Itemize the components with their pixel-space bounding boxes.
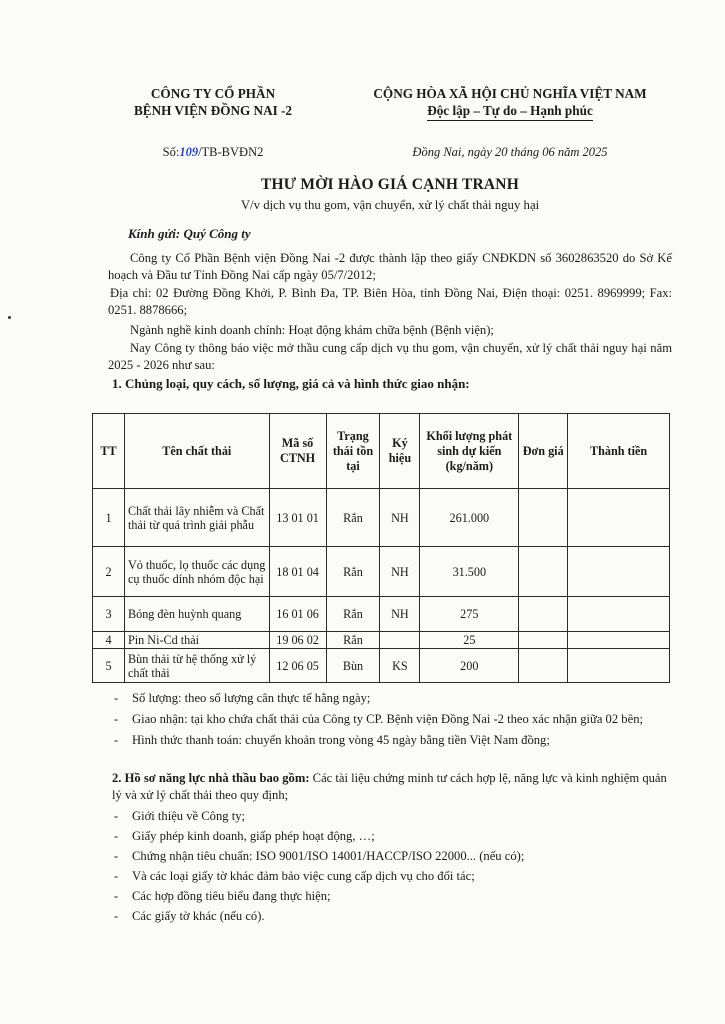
list-item (112, 711, 672, 728)
dash-marker: - (114, 909, 119, 923)
header-unit-price: Đơn giá (519, 414, 568, 489)
cell-symbol: KS (380, 649, 420, 683)
list-item (112, 888, 672, 905)
header-name: Tên chất thải (124, 414, 269, 489)
cell-unit-price (519, 649, 568, 683)
cell-total (568, 547, 670, 597)
cell-unit-price (519, 597, 568, 632)
cell-symbol (380, 632, 420, 649)
table-row (93, 632, 670, 649)
cell-code: 19 06 02 (269, 632, 326, 649)
cell-state: Bùn (326, 649, 380, 683)
section-1-title: 1. Chủng loại, quy cách, số lượng, giá cả và hình thức giao nhận: (112, 376, 470, 391)
company-line-1: CÔNG TY CỔ PHẦN (150, 86, 276, 101)
dash-marker: - (114, 869, 119, 883)
list-item (112, 808, 672, 825)
cell-state: Rắn (326, 597, 380, 632)
section-2-text: Các tài liệu chứng minh tư cách hợp lệ, năng lực và kinh nghiệm quản lý và xử lý chất thải theo quy định; (112, 771, 667, 802)
cell-tt: 2 (93, 547, 125, 597)
list-item-text: Các hợp đồng tiêu biểu đang thực hiện; (132, 889, 331, 903)
cell-volume: 25 (420, 632, 519, 649)
cell-name: Pin Ni-Cd thải (124, 632, 269, 649)
header-volume: Khối lượng phát sinh dự kiến (kg/năm) (420, 414, 519, 489)
table-row (93, 649, 670, 683)
cell-symbol: NH (380, 547, 420, 597)
list-item (112, 828, 672, 845)
cell-volume: 275 (420, 597, 519, 632)
cell-state: Rắn (326, 547, 380, 597)
cell-name: Vỏ thuốc, lọ thuốc các dụng cụ thuốc dính nhóm độc hại (124, 547, 269, 597)
cell-tt: 1 (93, 489, 125, 547)
paragraph-business-line: Ngành nghề kinh doanh chính: Hoạt động khám chữa bệnh (Bệnh viện); (130, 323, 494, 337)
cell-name: Chất thải lây nhiễm và Chất thải từ quá trình giải phẫu (124, 489, 269, 547)
national-header (350, 85, 670, 121)
cell-volume: 31.500 (420, 547, 519, 597)
cell-code: 12 06 05 (269, 649, 326, 683)
cell-total (568, 649, 670, 683)
cell-state: Rắn (326, 632, 380, 649)
list-item (112, 732, 672, 749)
dash-marker: - (114, 889, 119, 903)
dash-marker: - (114, 733, 119, 747)
list-item (112, 848, 672, 865)
list-item-text: Giấy phép kinh doanh, giấp phép hoạt động, …; (132, 829, 375, 843)
table-row (93, 489, 670, 547)
cell-code: 16 01 06 (269, 597, 326, 632)
section-2 (112, 770, 672, 804)
paragraph-registration: Công ty Cổ Phần Bệnh viện Đồng Nai -2 được thành lập theo giấy CNĐKDN số 3602863520 do Sở Kế hoạch và Đầu tư Tỉnh Đồng Nai cấp ngày 05/7/2012; (108, 251, 672, 282)
company-line-2: BỆNH VIỆN ĐỒNG NAI -2 (133, 103, 293, 118)
company-header (108, 85, 318, 119)
document-date: Đồng Nai, ngày 20 tháng 06 năm 2025 (412, 145, 608, 159)
cell-total (568, 489, 670, 547)
header-state: Trạng thái tồn tại (326, 414, 380, 489)
cell-symbol: NH (380, 597, 420, 632)
document-subtitle: V/v dịch vụ thu gom, vận chuyển, xử lý chất thải nguy hại (240, 198, 540, 212)
documents-list (112, 808, 672, 928)
ref-handwritten-number: 109 (179, 145, 199, 159)
delivery-terms-list (112, 690, 672, 753)
header-symbol: Ký hiệu (380, 414, 420, 489)
cell-total (568, 632, 670, 649)
list-item-text: Các giấy tờ khác (nếu có). (132, 909, 265, 923)
scan-speck (8, 316, 11, 319)
cell-tt: 3 (93, 597, 125, 632)
ref-suffix: /TB-BVĐN2 (198, 145, 264, 159)
table-row (93, 547, 670, 597)
cell-total (568, 597, 670, 632)
reference-number (108, 145, 318, 160)
list-item (112, 690, 672, 707)
header-code: Mã số CTNH (269, 414, 326, 489)
cell-name: Bóng đèn huỳnh quang (124, 597, 269, 632)
cell-code: 18 01 04 (269, 547, 326, 597)
list-item-text: Hình thức thanh toán: chuyển khoản trong vòng 45 ngày bằng tiền Việt Nam đồng; (132, 733, 550, 747)
dash-marker: - (114, 849, 119, 863)
cell-volume: 200 (420, 649, 519, 683)
header-tt: TT (93, 414, 125, 489)
list-item-text: Giao nhận: tại kho chứa chất thải của Công ty CP. Bệnh viện Đồng Nai -2 theo xác nhận giữa 02 bên; (132, 712, 643, 726)
list-item-text: Giới thiệu về Công ty; (132, 809, 245, 823)
cell-name: Bùn thải từ hệ thống xử lý chất thải (124, 649, 269, 683)
list-item (112, 868, 672, 885)
cell-unit-price (519, 489, 568, 547)
dash-marker: - (114, 809, 119, 823)
waste-table (92, 413, 670, 683)
list-item-text: Chứng nhận tiêu chuẩn: ISO 9001/ISO 14001/HACCP/ISO 22000... (nếu có); (132, 849, 525, 863)
cell-unit-price (519, 632, 568, 649)
document-title: THƯ MỜI HÀO GIÁ CẠNH TRANH (261, 176, 519, 193)
list-item-text: Và các loại giấy tờ khác đảm bảo việc cung cấp dịch vụ cho đối tác; (132, 869, 475, 883)
paragraph-address: Địa chỉ: 02 Đường Đồng Khởi, P. Bình Đa, TP. Biên Hòa, tỉnh Đồng Nai, Điện thoại: 0251. 8969999; Fax: 0251. 8878666; (108, 286, 672, 317)
dash-marker: - (114, 691, 119, 705)
dash-marker: - (114, 712, 119, 726)
cell-unit-price (519, 547, 568, 597)
list-item (112, 908, 672, 925)
cell-state: Rắn (326, 489, 380, 547)
ref-prefix: Số: (162, 145, 180, 159)
paragraph-announcement: Nay Công ty thông báo việc mở thầu cung cấp dịch vụ thu gom, vận chuyển, xử lý chất thải nguy hại năm 2025 - 2026 như sau: (108, 341, 672, 372)
national-title: CỘNG HÒA XÃ HỘI CHỦ NGHĨA VIỆT NAM (373, 86, 647, 101)
cell-code: 13 01 01 (269, 489, 326, 547)
cell-volume: 261.000 (420, 489, 519, 547)
cell-symbol: NH (380, 489, 420, 547)
dash-marker: - (114, 829, 119, 843)
cell-tt: 4 (93, 632, 125, 649)
national-motto: Độc lập – Tự do – Hạnh phúc (427, 102, 593, 121)
table-row (93, 597, 670, 632)
cell-tt: 5 (93, 649, 125, 683)
greeting: Kính gửi: Quý Công ty (128, 226, 251, 241)
list-item-text: Số lượng: theo số lượng cân thực tế hằng ngày; (132, 691, 371, 705)
table-header-row (93, 414, 670, 489)
section-2-title: 2. Hồ sơ năng lực nhà thầu bao gồm: (112, 771, 310, 785)
header-total: Thành tiền (568, 414, 670, 489)
